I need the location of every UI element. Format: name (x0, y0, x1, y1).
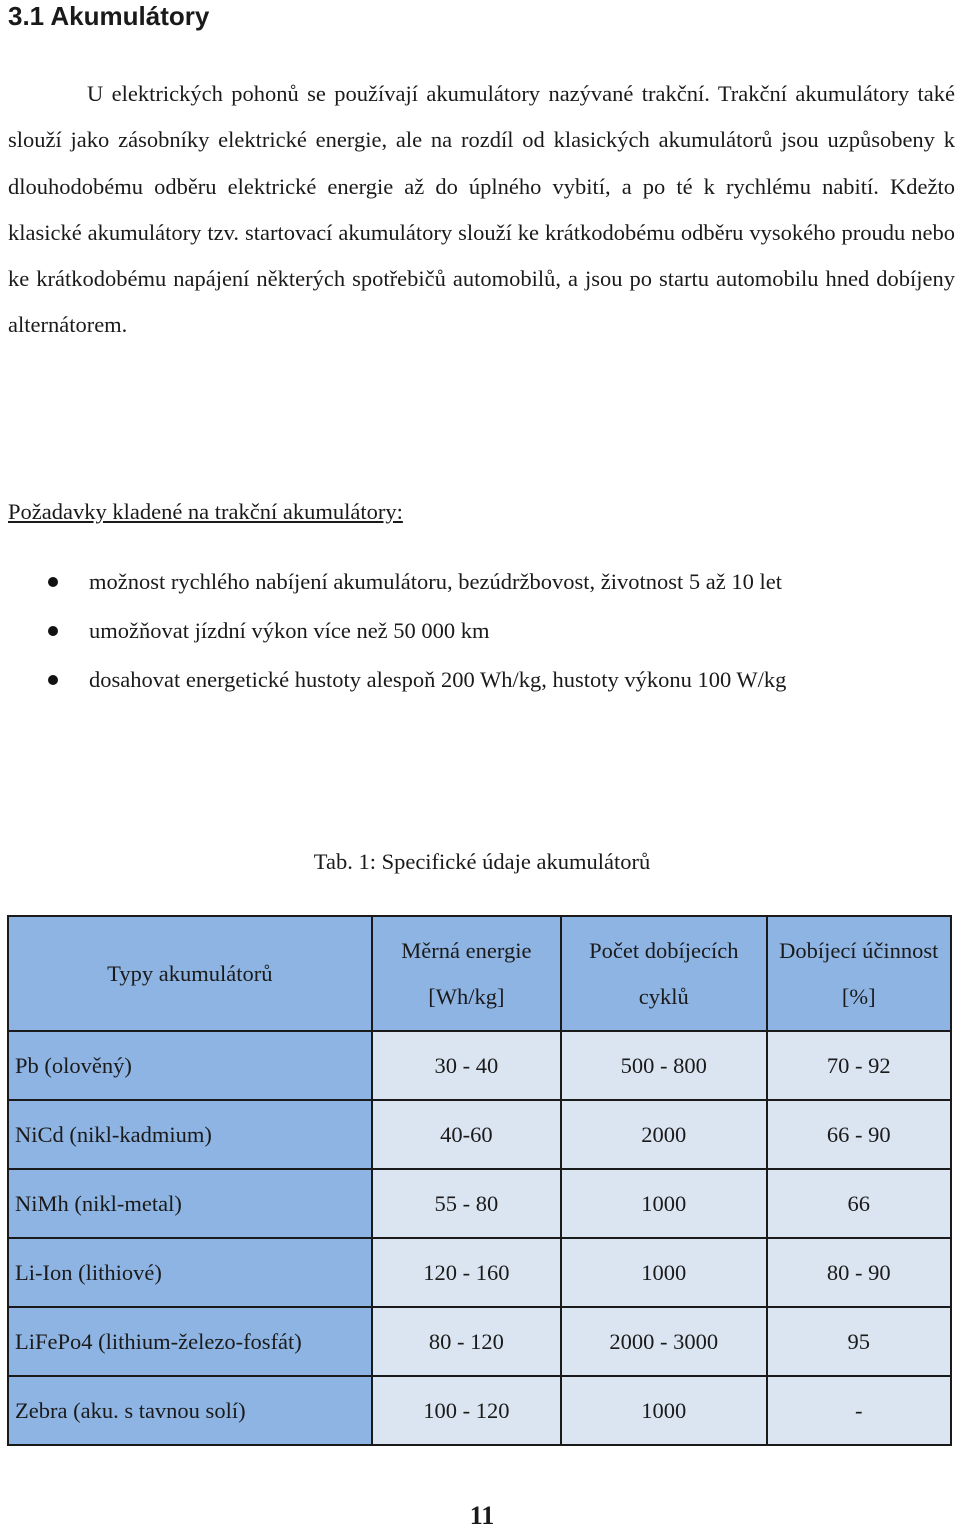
cell-cycles: 500 - 800 (561, 1031, 766, 1100)
cell-efficiency: 66 - 90 (767, 1100, 951, 1169)
cell-cycles: 2000 (561, 1100, 766, 1169)
table-row (8, 1031, 951, 1100)
page-number: 11 (469, 1501, 495, 1530)
cell-efficiency: 66 (767, 1169, 951, 1238)
list-item-text: možnost rychlého nabíjení akumulátoru, bezúdržbovost, životnost 5 až 10 let (89, 569, 782, 594)
requirements-list (0, 563, 786, 710)
requirements-title: Požadavky kladené na trakční akumulátory: (8, 499, 403, 524)
cell-energy: 80 - 120 (372, 1307, 561, 1376)
cell-type: NiCd (nikl-kadmium) (8, 1100, 372, 1169)
header-cycles: Počet dobíjecích cyklů (561, 916, 766, 1031)
cell-type: LiFePo4 (lithium-železo-fosfát) (8, 1307, 372, 1376)
header-type: Typy akumulátorů (8, 916, 372, 1031)
table-row (8, 1376, 951, 1445)
cell-type: Zebra (aku. s tavnou solí) (8, 1376, 372, 1445)
bullet-icon (48, 675, 58, 685)
bullet-icon (48, 626, 58, 636)
table-row (8, 1100, 951, 1169)
list-item-text: dosahovat energetické hustoty alespoň 200 Wh/kg, hustoty výkonu 100 W/kg (89, 667, 787, 692)
table-row (8, 1238, 951, 1307)
list-item (0, 563, 786, 612)
header-energy: Měrná energie [Wh/kg] (372, 916, 561, 1031)
table-row (8, 1169, 951, 1238)
cell-efficiency: 80 - 90 (767, 1238, 951, 1307)
cell-type: Pb (olověný) (8, 1031, 372, 1100)
bullet-icon (48, 577, 58, 587)
intro-paragraph: U elektrických pohonů se používají akumulátory nazývané trakční. Trakční akumulátory také slouží jako zásobníky elektrické energie, ale na rozdíl od klasických akumulátorů jsou uzpůsobeny k dlouhodobému odběru elektrické energie až do úplného vybití, a po té k rychlému nabití. Kdežto klasické akumulátory tzv. startovací akumulátory slouží ke krátkodobému odběru vysokého proudu nebo ke krátkodobému napájení některých spotřebičů automobilů, a jsou po startu automobilu hned dobíjeny alternátorem. (8, 81, 955, 338)
cell-efficiency: 95 (767, 1307, 951, 1376)
cell-energy: 40-60 (372, 1100, 561, 1169)
cell-cycles: 2000 - 3000 (561, 1307, 766, 1376)
list-item (0, 612, 786, 661)
list-item (0, 661, 786, 710)
table-header-row (8, 916, 951, 1031)
cell-energy: 55 - 80 (372, 1169, 561, 1238)
cell-cycles: 1000 (561, 1238, 766, 1307)
header-efficiency: Dobíjecí účinnost [%] (767, 916, 951, 1031)
battery-specs-table (7, 915, 952, 1446)
section-heading: 3.1 Akumulátory (8, 1, 210, 31)
cell-type: Li-Ion (lithiové) (8, 1238, 372, 1307)
table-row (8, 1307, 951, 1376)
cell-efficiency: 70 - 92 (767, 1031, 951, 1100)
cell-cycles: 1000 (561, 1169, 766, 1238)
cell-energy: 100 - 120 (372, 1376, 561, 1445)
cell-cycles: 1000 (561, 1376, 766, 1445)
cell-type: NiMh (nikl-metal) (8, 1169, 372, 1238)
table-caption: Tab. 1: Specifické údaje akumulátorů (313, 849, 651, 874)
cell-energy: 30 - 40 (372, 1031, 561, 1100)
cell-efficiency: - (767, 1376, 951, 1445)
cell-energy: 120 - 160 (372, 1238, 561, 1307)
list-item-text: umožňovat jízdní výkon více než 50 000 km (89, 618, 490, 643)
